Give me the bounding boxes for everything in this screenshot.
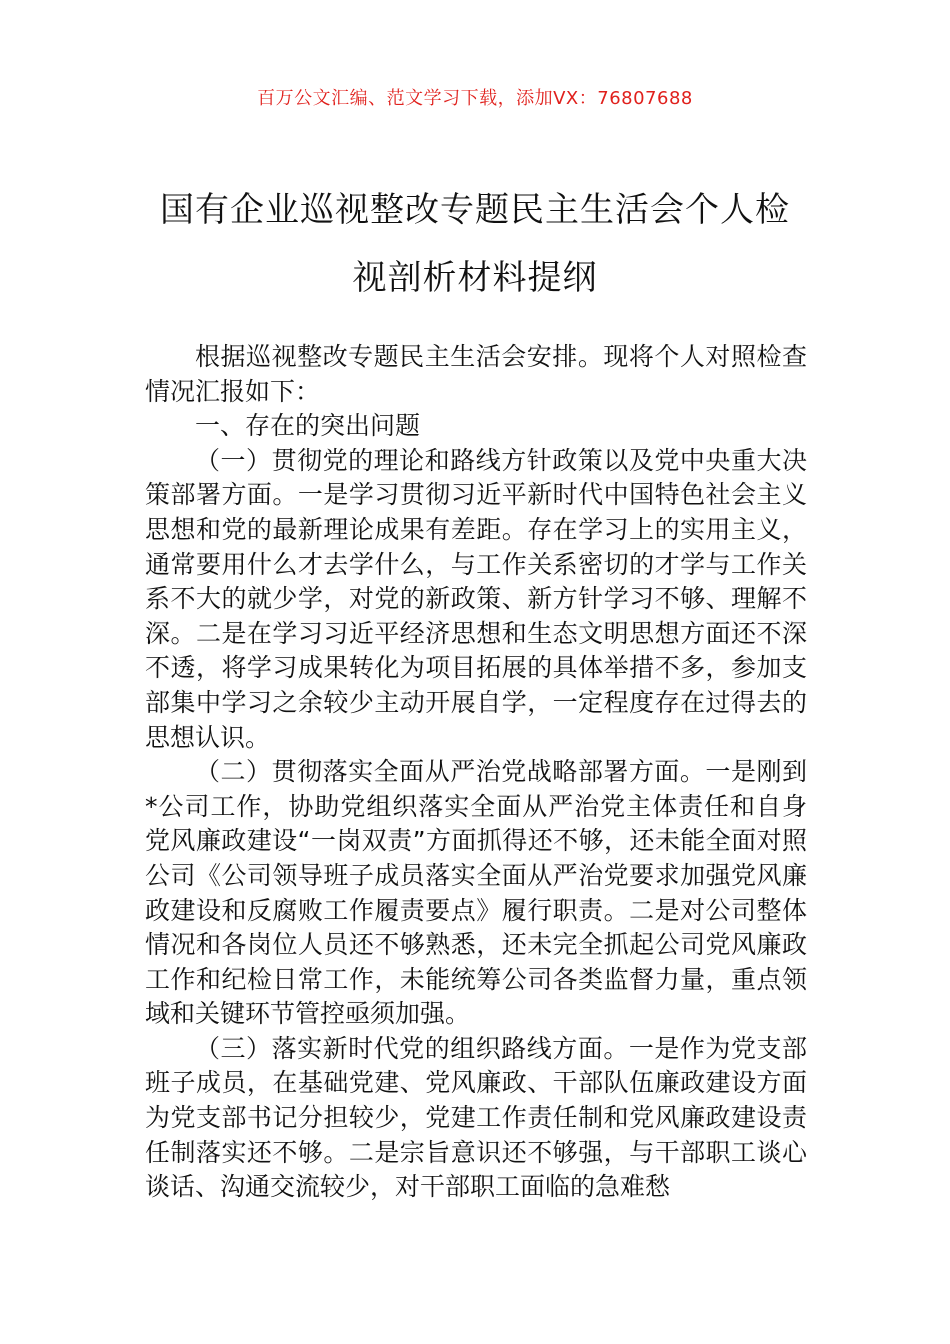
body-paragraph-1: （一）贯彻党的理论和路线方针政策以及党中央重大决策部署方面。一是学习贯彻习近平新时代中国特色社会主义思想和党的最新理论成果有差距。存在学习上的实用主义，通常要用什么才去学什么，与工作关系密切的才学与工作关系不大的就少学，对党的新政策、新方针学习不够、理解不深。二是在学习习近平经济思想和生态文明思想方面还不深不透，将学习成果转化为项目拓展的具体举措不多，参加支部集中学习之余较少主动开展自学，一定程度存在过得去的思想认识。 [145,445,807,752]
document-body [145,340,807,1205]
document-title: 国有企业巡视整改专题民主生活会个人检视剖析材料提纲 [160,190,790,298]
intro-paragraph: 根据巡视整改专题民主生活会安排。现将个人对照检查情况汇报如下： [145,342,807,406]
body-paragraph-3: （三）落实新时代党的组织路线方面。一是作为党支部班子成员，在基础党建、党风廉政、干部队伍廉政建设方面为党支部书记分担较少，党建工作责任制和党风廉政建设责任制落实还不够。二是宗旨意识还不够强，与干部职工谈心谈话、沟通交流较少，对干部职工面临的急难愁 [145,1033,807,1202]
header-watermark-note: 百万公文汇编、范文学习下载，添加VX：76807688 [257,88,693,109]
body-paragraph-2: （二）贯彻落实全面从严治党战略部署方面。一是刚到*公司工作，协助党组织落实全面从严治党主体责任和自身党风廉政建设“一岗双责”方面抓得还不够，还未能全面对照公司《公司领导班子成员落实全面从严治党要求加强党风廉政建设和反腐败工作履责要点》履行职责。二是对公司整体情况和各岗位人员还不够熟悉，还未完全抓起公司党风廉政工作和纪检日常工作，未能统筹公司各类监督力量，重点领域和关键环节管控亟须加强。 [145,757,807,1029]
section-heading: 一、存在的突出问题 [195,411,421,441]
